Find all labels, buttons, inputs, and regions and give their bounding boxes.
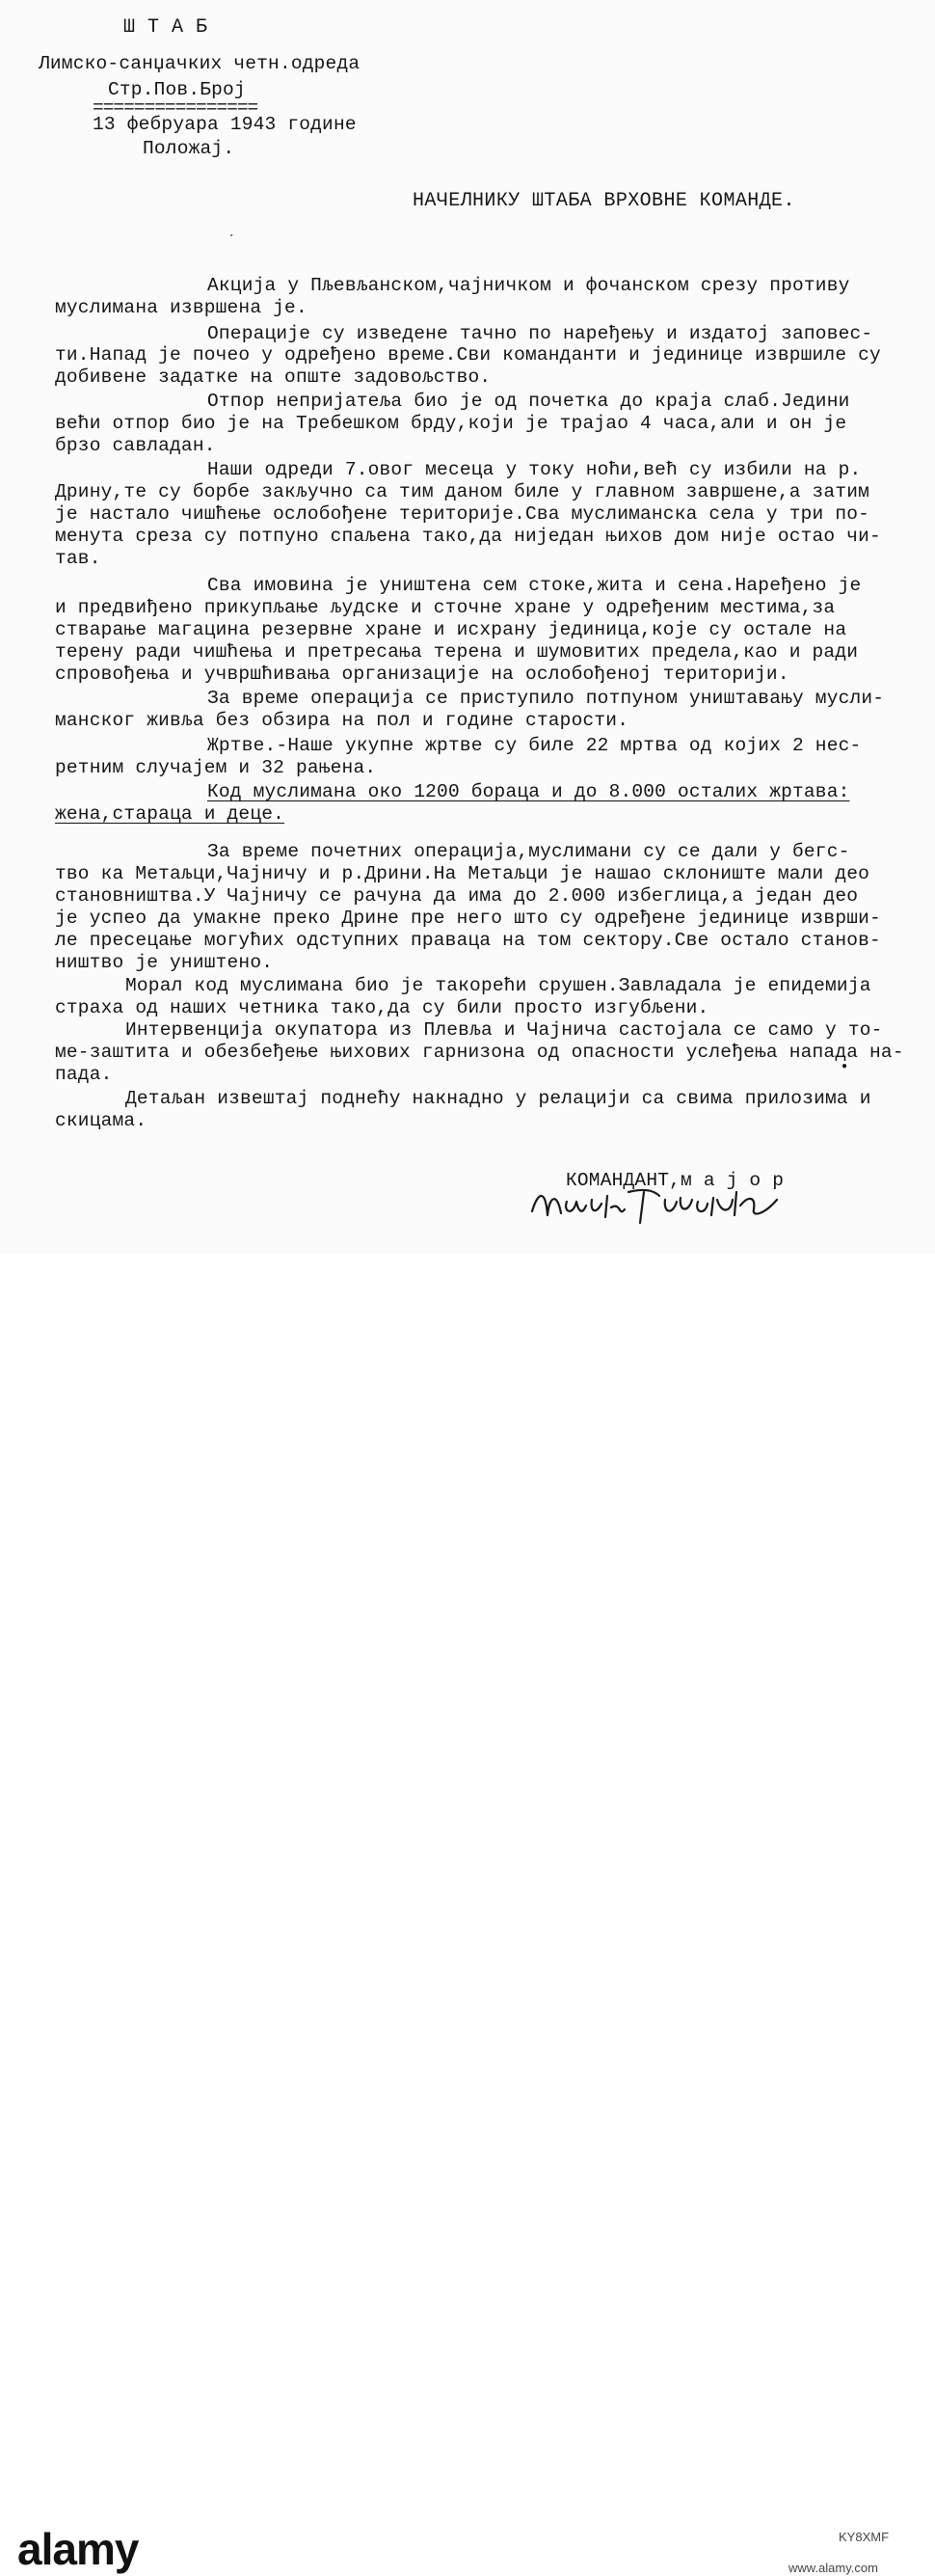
body-line: Акција у Пљевљанском,чајничком и фочанском срезу противу: [207, 275, 850, 296]
watermark-url: www.alamy.com: [788, 2561, 878, 2575]
body-line: Морал код муслимана био је такорећи срушен.Завладала је епидемија: [125, 975, 871, 996]
body-line: Дрину,те су борбе закључно са тим даном биле у главном завршене,а затим: [55, 481, 870, 502]
body-line: пада.: [55, 1064, 113, 1085]
body-line: менута среза су потпуно спаљена тако,да ниједан њихов дом није остао чи-: [55, 526, 881, 547]
body-line: и предвиђено прикупљање људске и сточне хране у одређеним местима,за: [55, 597, 836, 618]
body-line: манског живља без обзира на пол и године старости.: [55, 710, 629, 731]
staff-heading: ШТАБ: [123, 16, 221, 39]
body-line: муслимана извршена је.: [55, 297, 307, 318]
body-line: је настало чишћење ослобођене територије.Сва муслиманска села у три по-: [55, 503, 870, 525]
header-rule: ================: [93, 97, 258, 119]
unit-name: Лимско-санџачких четн.одреда: [39, 53, 361, 74]
alamy-logo: [17, 2526, 227, 2576]
stray-dot: ●: [842, 1062, 848, 1072]
body-line: становништва.У Чајничу се рачуна да има до 2.000 избеглица,а један део: [55, 885, 859, 907]
body-line: Сва имовина је уништена сем стоке,жита и сена.Наређено је: [207, 575, 862, 596]
document-place: Положај.: [143, 138, 235, 159]
body-line-underlined: жена,стараца и деце.: [55, 803, 285, 825]
body-line: спровођења и учвршћивања организације на ослобођеној територији.: [55, 664, 789, 685]
body-line: је успео да умакне преко Дрине пре него што су одређене јединице изврши-: [55, 908, 881, 929]
body-line: страха од наших четника тако,да су били просто изгубљени.: [55, 997, 709, 1018]
addressee: НАЧЕЛНИКУ ШТАБА ВРХОВНЕ КОМАНДЕ.: [413, 190, 795, 212]
reference-number: Стр.Пов.Број: [108, 79, 246, 100]
body-line: ле пресецање могућих одступних праваца на том сектору.Све остало станов-: [55, 930, 881, 951]
commander-title: КОМАНДАНТ,м а ј о р: [566, 1170, 785, 1191]
body-line: За време операција се приступило потпуном уништавању мусли-: [207, 688, 885, 709]
body-line: Операције су изведене тачно по наређењу и издатој заповес-: [207, 323, 873, 344]
body-line: добивене задатке на опште задовољство.: [55, 366, 492, 388]
svg-text:alamy: alamy: [17, 2526, 139, 2574]
body-line: Жртве.-Наше укупне жртве су биле 22 мртва од којих 2 нес-: [207, 735, 862, 756]
body-line: Детаљан извештај поднећу накнадно у релацији са свима прилозима и: [125, 1088, 871, 1109]
body-line: ретним случајем и 32 рањена.: [55, 757, 377, 778]
body-line: тво ка Метаљци,Чајничу и р.Дрини.На Метаљци је нашао склониште мали део: [55, 863, 870, 884]
body-line: ништво је уништено.: [55, 952, 274, 973]
body-line: брзо савладан.: [55, 435, 216, 456]
body-line: терену ради чишћења и претресања терена и шумовитих предела,као и ради: [55, 641, 859, 663]
body-line: стварање магацина резервне хране и исхрану јединица,које су остале на: [55, 619, 847, 640]
image-id: KY8XMF: [839, 2530, 890, 2544]
body-line: тав.: [55, 548, 101, 569]
body-line: већи отпор био је на Требешком брду,који је трајао 4 часа,али и он је: [55, 413, 847, 434]
body-line: ме-заштита и обезбеђење њихових гарнизона од опасности услеђења напада на-: [55, 1042, 904, 1063]
stray-mark: ˏ: [227, 223, 236, 238]
body-line: Наши одреди 7.овог месеца у току ноћи,већ су избили на р.: [207, 459, 862, 480]
body-line: Отпор непријатеља био је од почетка до краја слаб.Једини: [207, 391, 850, 412]
body-line: За време почетних операција,муслимани су се дали у бегс-: [207, 841, 850, 862]
document-date: 13 фебруара 1943 године: [93, 114, 357, 135]
body-line-underlined: Код муслимана око 1200 бораца и до 8.000 осталих жртава:: [207, 781, 850, 802]
stock-watermark-bar: [0, 1254, 935, 2575]
body-line: скицама.: [55, 1110, 147, 1131]
body-line: Интервенција окупатора из Плевља и Чајнича састојала се само у то-: [125, 1019, 883, 1041]
handwritten-signature: [528, 1179, 788, 1227]
document-page: [0, 0, 935, 1254]
body-line: ти.Напад је почео у одређено време.Сви команданти и јединице извршиле су: [55, 344, 881, 366]
